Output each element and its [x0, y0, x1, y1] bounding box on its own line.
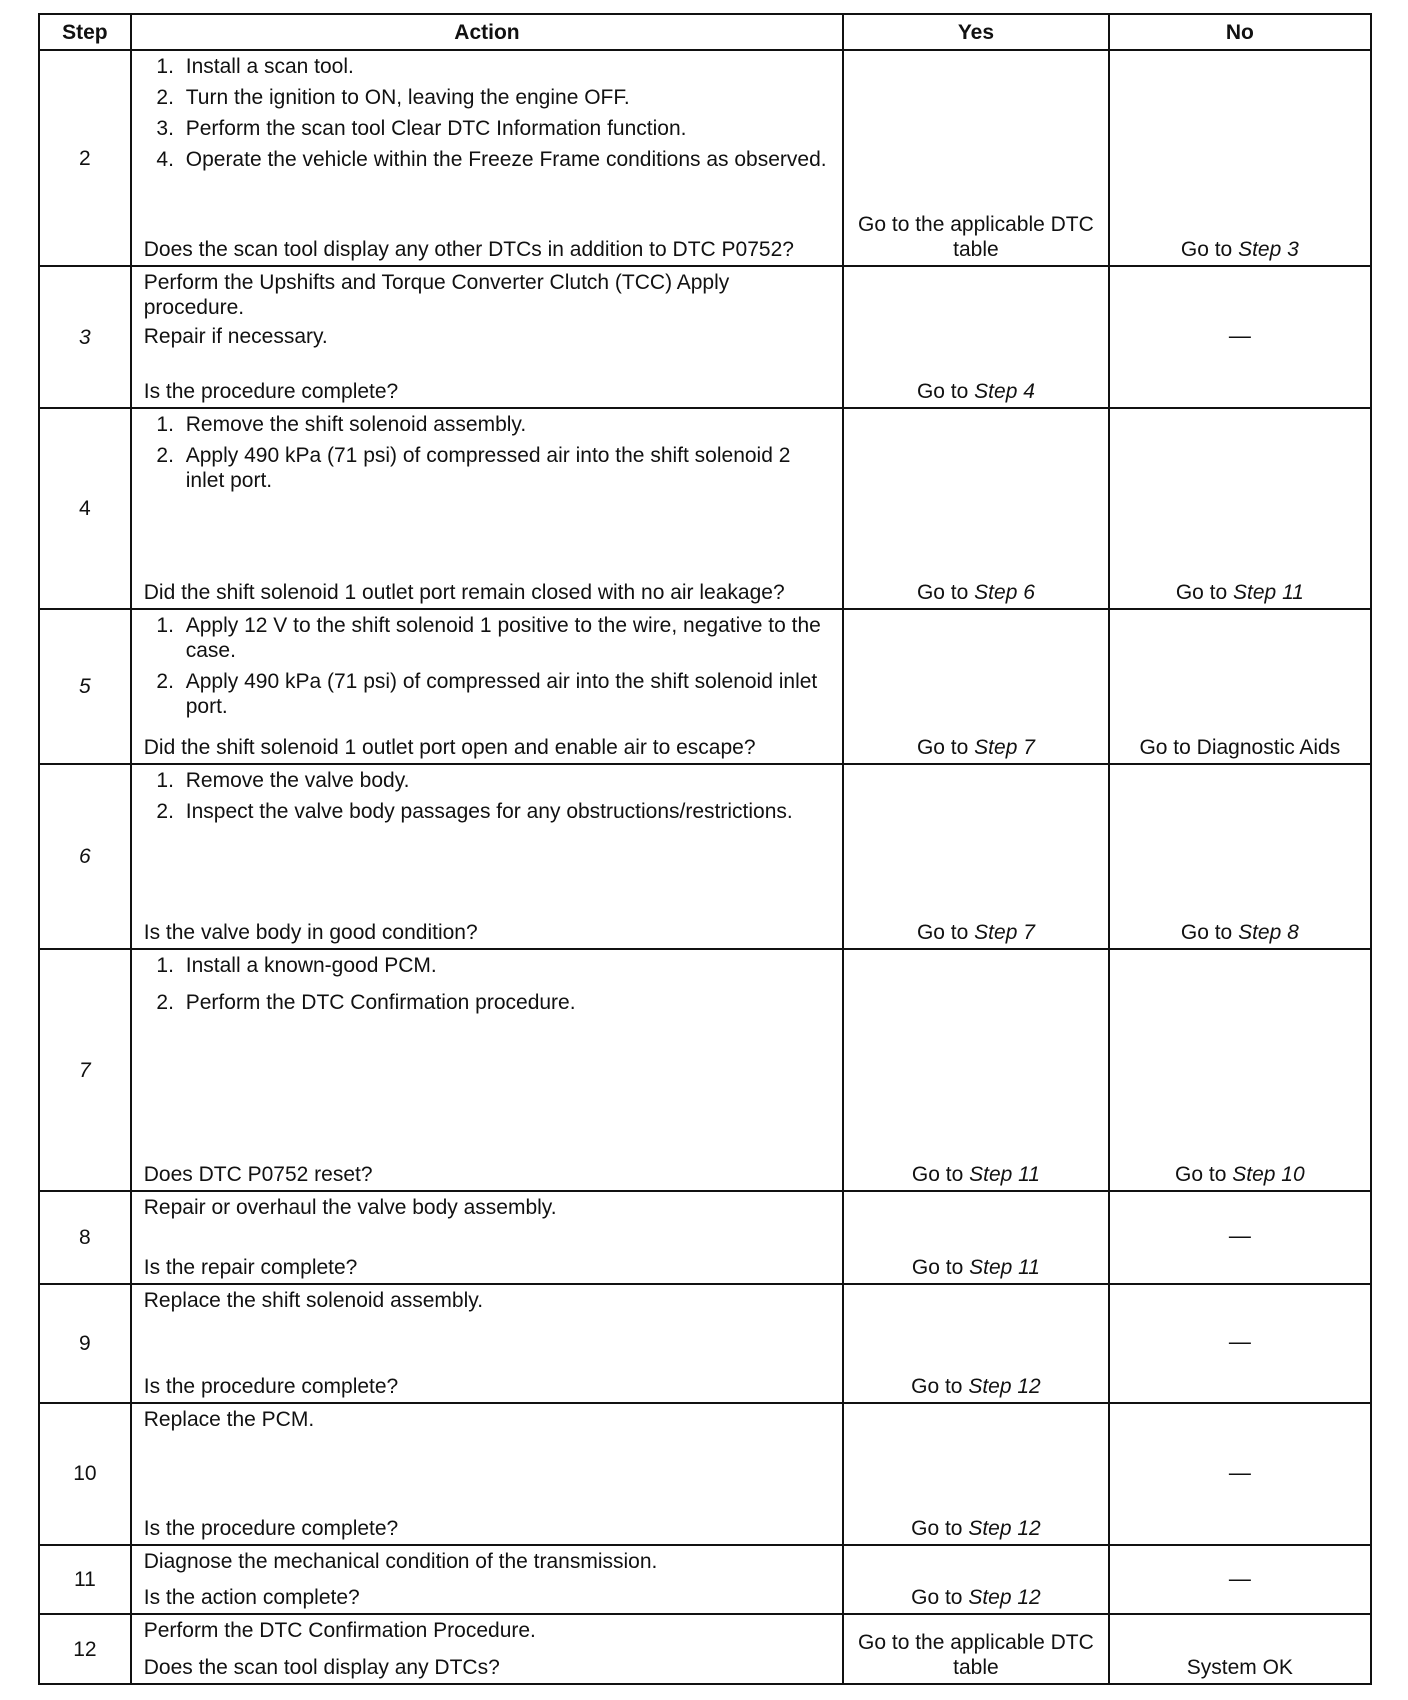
- step-number: 9: [39, 1284, 131, 1403]
- action-cell: [131, 949, 843, 1191]
- table-row: [39, 949, 1371, 1191]
- step-number: 6: [39, 764, 131, 949]
- list-item: 2. Apply 490 kPa (71 psi) of compressed air into the shift solenoid inlet port.: [180, 669, 834, 719]
- action-text: Diagnose the mechanical condition of the transmission.: [143, 1549, 658, 1573]
- action-cell: [131, 1403, 843, 1545]
- step-number: 7: [39, 949, 131, 1191]
- step-number: 5: [39, 609, 131, 764]
- action-text-secondary: Repair if necessary.: [143, 325, 328, 348]
- step-number: 11: [39, 1545, 131, 1615]
- step-reference: Step 10: [1232, 1162, 1305, 1186]
- action-question: Is the procedure complete?: [143, 1374, 399, 1398]
- yes-cell: [843, 408, 1109, 609]
- step-number: 8: [39, 1191, 131, 1284]
- action-cell: [131, 609, 843, 764]
- no-cell: System OK: [1109, 1614, 1371, 1684]
- list-item: 1. Apply 12 V to the shift solenoid 1 positive to the wire, negative to the case.: [180, 613, 834, 663]
- no-prefix: Go to: [1175, 1162, 1227, 1186]
- yes-cell: [843, 1191, 1109, 1284]
- table-row: [39, 1284, 1371, 1403]
- table-row: [39, 266, 1371, 408]
- action-text: Perform the Upshifts and Torque Converter Clutch (TCC) Apply procedure.: [143, 271, 730, 319]
- yes-cell: [843, 609, 1109, 764]
- action-question: Is the procedure complete?: [143, 1516, 399, 1540]
- yes-cell: Go to the applicable DTC table: [843, 1614, 1109, 1684]
- action-question: Does DTC P0752 reset?: [143, 1162, 373, 1186]
- action-list: [144, 613, 834, 725]
- step-reference: Step 12: [968, 1374, 1041, 1398]
- yes-prefix: Go to: [916, 581, 969, 605]
- action-list: [144, 953, 834, 1021]
- header-row: [39, 14, 1371, 50]
- action-question: Is the valve body in good condition?: [143, 921, 478, 945]
- step-reference: Step 11: [969, 1256, 1040, 1279]
- no-cell: —: [1109, 1284, 1371, 1403]
- table-row: [39, 1191, 1371, 1284]
- step-reference: Step 3: [1238, 238, 1299, 261]
- step-reference: Step 11: [1233, 581, 1304, 605]
- action-cell: [131, 1191, 843, 1284]
- no-prefix: Go to: [1175, 581, 1228, 605]
- step-reference: Step 6: [974, 581, 1035, 605]
- step-number: 10: [39, 1403, 131, 1545]
- action-list: [144, 412, 834, 499]
- yes-prefix: Go to: [911, 1586, 963, 1610]
- action-text: Replace the shift solenoid assembly.: [143, 1289, 484, 1312]
- step-reference: Step 7: [974, 921, 1035, 945]
- table-row: [39, 408, 1371, 609]
- action-question: Is the action complete?: [143, 1586, 360, 1610]
- no-prefix: Go to: [1180, 921, 1233, 945]
- table-row: [39, 1614, 1371, 1684]
- yes-cell: [843, 1284, 1109, 1403]
- action-question: Does the scan tool display any DTCs?: [143, 1656, 500, 1679]
- action-question: Does the scan tool display any other DTCs in addition to DTC P0752?: [143, 238, 794, 261]
- action-text: Perform the DTC Confirmation Procedure.: [143, 1619, 536, 1643]
- table-row: [39, 50, 1371, 266]
- yes-cell: [843, 1403, 1109, 1545]
- step-reference: Step 11: [969, 1162, 1040, 1186]
- action-text: Replace the PCM.: [143, 1407, 315, 1431]
- step-reference: Step 12: [968, 1516, 1041, 1540]
- yes-cell: Go to the applicable DTC table: [843, 50, 1109, 266]
- header-step: Step: [39, 14, 131, 50]
- yes-prefix: Go to: [911, 1374, 963, 1398]
- diagnostic-table: [38, 13, 1372, 1685]
- list-item: 3. Perform the scan tool Clear DTC Information function.: [180, 116, 834, 141]
- action-text: Repair or overhaul the valve body assembly.: [143, 1195, 557, 1219]
- list-item: 1. Install a known-good PCM.: [180, 953, 834, 978]
- list-item: 2. Perform the DTC Confirmation procedure.: [180, 990, 834, 1015]
- table-row: [39, 1545, 1371, 1615]
- table-row: [39, 609, 1371, 764]
- no-cell: [1109, 408, 1371, 609]
- yes-cell: [843, 1545, 1109, 1615]
- no-prefix: Go to: [1180, 238, 1233, 261]
- table-row: [39, 764, 1371, 949]
- step-reference: Step 12: [968, 1586, 1041, 1610]
- action-list: [144, 54, 834, 178]
- list-item: 4. Operate the vehicle within the Freeze Frame conditions as observed.: [180, 147, 834, 172]
- list-item: 2. Inspect the valve body passages for any obstructions/restrictions.: [180, 799, 834, 824]
- yes-cell: [843, 266, 1109, 408]
- no-cell: —: [1109, 1403, 1371, 1545]
- step-reference: Step 8: [1238, 921, 1299, 945]
- yes-prefix: Go to: [911, 1256, 964, 1279]
- no-cell: —: [1109, 266, 1371, 408]
- list-item: 1. Remove the valve body.: [180, 768, 834, 793]
- header-no: No: [1109, 14, 1371, 50]
- action-cell: [131, 1614, 843, 1684]
- action-question: Is the repair complete?: [143, 1256, 358, 1279]
- no-cell: [1109, 764, 1371, 949]
- action-cell: [131, 1284, 843, 1403]
- header-action: Action: [131, 14, 843, 50]
- step-number: 4: [39, 408, 131, 609]
- step-reference: Step 4: [974, 380, 1035, 404]
- list-item: 2. Apply 490 kPa (71 psi) of compressed air into the shift solenoid 2 inlet port.: [180, 443, 834, 493]
- no-cell: —: [1109, 1545, 1371, 1615]
- action-cell: [131, 266, 843, 408]
- step-number: 3: [39, 266, 131, 408]
- action-cell: [131, 408, 843, 609]
- step-number: 2: [39, 50, 131, 266]
- no-cell: [1109, 50, 1371, 266]
- no-cell: [1109, 949, 1371, 1191]
- action-list: [144, 768, 834, 830]
- action-question: Did the shift solenoid 1 outlet port open and enable air to escape?: [143, 736, 756, 760]
- action-cell: [131, 1545, 843, 1615]
- step-number: 12: [39, 1614, 131, 1684]
- yes-prefix: Go to: [911, 1162, 964, 1186]
- yes-prefix: Go to: [916, 736, 969, 760]
- list-item: 1. Install a scan tool.: [180, 54, 834, 79]
- yes-prefix: Go to: [916, 921, 969, 945]
- list-item: 1. Remove the shift solenoid assembly.: [180, 412, 834, 437]
- action-cell: [131, 50, 843, 266]
- yes-cell: [843, 764, 1109, 949]
- no-cell: Go to Diagnostic Aids: [1109, 609, 1371, 764]
- yes-prefix: Go to: [911, 1516, 963, 1540]
- action-question: Did the shift solenoid 1 outlet port remain closed with no air leakage?: [143, 581, 785, 605]
- step-reference: Step 7: [974, 736, 1035, 760]
- action-cell: [131, 764, 843, 949]
- action-question: Is the procedure complete?: [143, 380, 399, 404]
- yes-cell: [843, 949, 1109, 1191]
- header-yes: Yes: [843, 14, 1109, 50]
- list-item: 2. Turn the ignition to ON, leaving the engine OFF.: [180, 85, 834, 110]
- no-cell: —: [1109, 1191, 1371, 1284]
- yes-prefix: Go to: [916, 380, 969, 404]
- table-row: [39, 1403, 1371, 1545]
